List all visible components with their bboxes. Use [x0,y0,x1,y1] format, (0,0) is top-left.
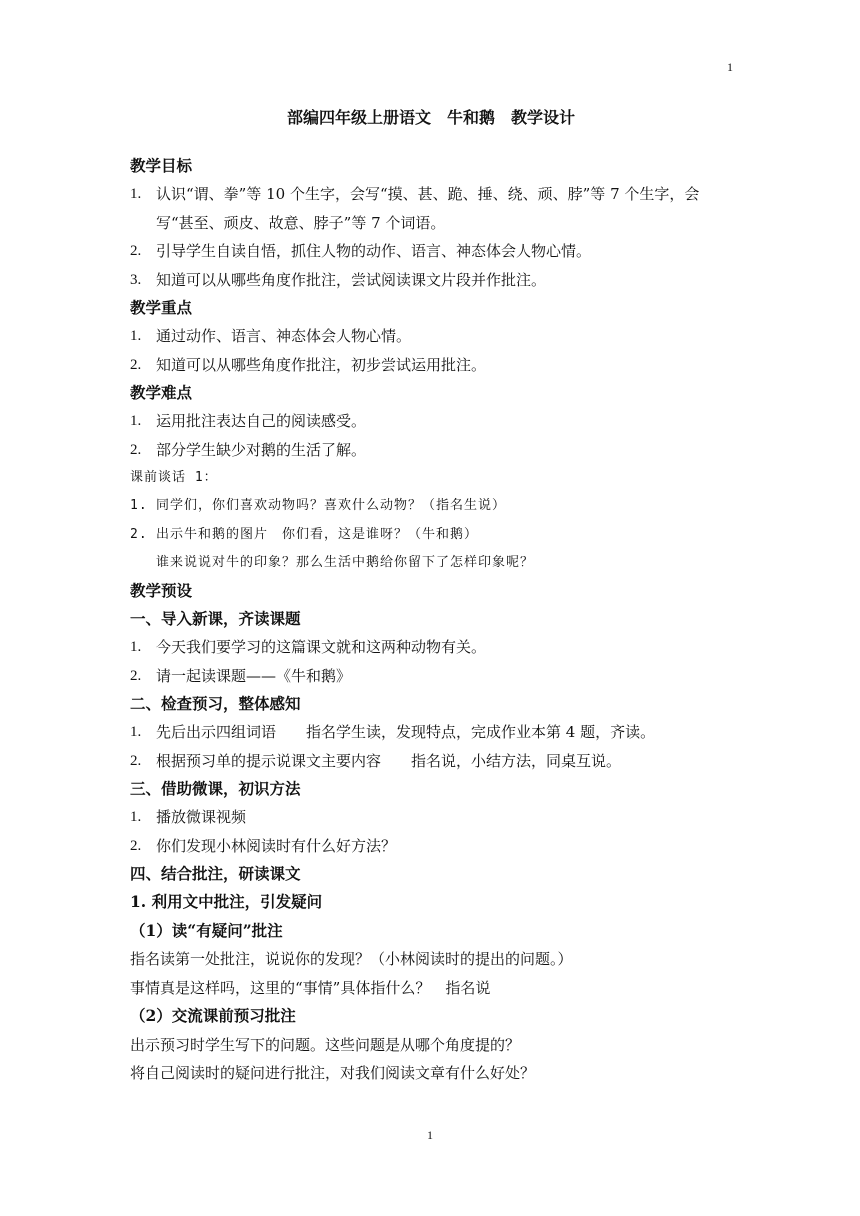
list-text: 通过动作、语言、神态体会人物心情。 [156,327,412,345]
part3-item-1 [130,803,732,832]
list-number: 2. [130,356,142,373]
paragraph-line: 出示预习时学生写下的问题。这些问题是从哪个角度提的？ [130,1035,521,1054]
list-number: 3. [130,271,142,288]
key-item-2 [130,351,732,380]
list-number: 2. [130,243,142,259]
part4-subheading-1: 1. 利用文中批注，引发疑问 [130,892,323,911]
list-number: 1. [130,639,142,655]
part4-heading: 四、结合批注，研读课文 [130,864,301,883]
pre-talk-item-2 [130,521,732,550]
part4-subheading-1a: （1）读“有疑问”批注 [130,920,283,940]
part4-subheading-1b: （2）交流课前预习批注 [130,1006,296,1025]
list-number: 2. [130,752,142,769]
part2-heading: 二、检查预习，整体感知 [130,694,301,713]
goal-item-2 [130,237,732,266]
list-number: 1. [130,413,142,429]
difficulty-item-1 [130,407,732,436]
part1-item-1 [130,633,732,662]
difficulty-item-2 [130,436,732,465]
list-text: 你们发现小林阅读时有什么好方法？ [156,836,397,855]
paragraph-line: 事情真是这样吗，这里的“事情”具体指什么？ 指名说 [130,978,491,997]
list-number: 2. [130,441,142,458]
part1-heading: 一、导入新课，齐读课题 [130,609,301,628]
pre-talk-item-1 [130,492,732,521]
part1-item-2 [130,662,732,691]
list-text: 出示牛和鹅的图片 你们看，这是谁呀？（牛和鹅） [156,526,479,542]
list-text: 先后出示四组词语 指名学生读，发现特点，完成作业本第 4 题，齐读。 [156,723,656,741]
part3-heading: 三、借助微课，初识方法 [130,779,301,798]
footer-page-number: 1 [427,1128,433,1142]
list-number: 1. [130,186,142,202]
list-text: 知道可以从哪些角度作批注，尝试阅读课文片段并作批注。 [156,270,547,289]
list-text: 运用批注表达自己的阅读感受。 [156,412,367,430]
list-text: 请一起读课题——《牛和鹅》 [156,666,352,685]
key-item-1 [130,322,732,351]
list-text: 认识“谓、拳”等 10 个生字，会写“摸、甚、跪、捶、绕、顽、脖”等 7 个生字，会写“甚至、顽皮、故意、脖子”等 7 个词语。 [156,185,700,232]
list-text: 根据预习单的提示说课文主要内容 指名说，小结方法，同桌互说。 [156,751,622,770]
list-number: 1. [130,809,142,825]
list-number: 2. [130,526,148,542]
list-text: 知道可以从哪些角度作批注，初步尝试运用批注。 [156,355,487,374]
list-number: 1. [130,328,142,344]
list-text: 引导学生自读自悟，抓住人物的动作、语言、神态体会人物心情。 [156,242,592,260]
list-text: 同学们，你们喜欢动物吗？喜欢什么动物？（指名生说） [156,498,507,513]
goal-item-3 [130,266,732,295]
plan-heading: 教学预设 [130,581,193,600]
document-title: 部编四年级上册语文 牛和鹅 教学设计 [286,108,575,127]
paragraph-line: 将自己阅读时的疑问进行批注，对我们阅读文章有什么好处？ [130,1064,536,1082]
part2-item-1 [130,718,732,747]
list-text: 播放微课视频 [156,808,247,826]
difficulty-heading: 教学难点 [130,383,193,402]
part3-item-2 [130,832,732,861]
pre-talk-extra: 谁来说说对牛的印象？那么生活中鹅给你留下了怎样印象呢？ [156,555,535,570]
part2-item-2 [130,747,732,776]
goal-heading: 教学目标 [130,156,193,175]
paragraph-line: 指名读第一处批注，说说你的发现？（小林阅读时的提出的问题。） [130,950,573,968]
pre-talk-heading: 课前谈话 1： [130,470,218,485]
list-number: 2. [130,667,142,684]
document-body [130,104,732,1088]
list-number: 1. [130,724,142,740]
goal-item-1 [130,180,732,237]
list-text: 部分学生缺少对鹅的生活了解。 [156,440,367,459]
list-number: 2. [130,837,142,854]
list-text: 今天我们要学习的这篇课文就和这两种动物有关。 [156,638,487,656]
header-page-number: 1 [727,60,733,74]
key-heading: 教学重点 [130,298,193,317]
list-number: 1. [130,498,148,513]
